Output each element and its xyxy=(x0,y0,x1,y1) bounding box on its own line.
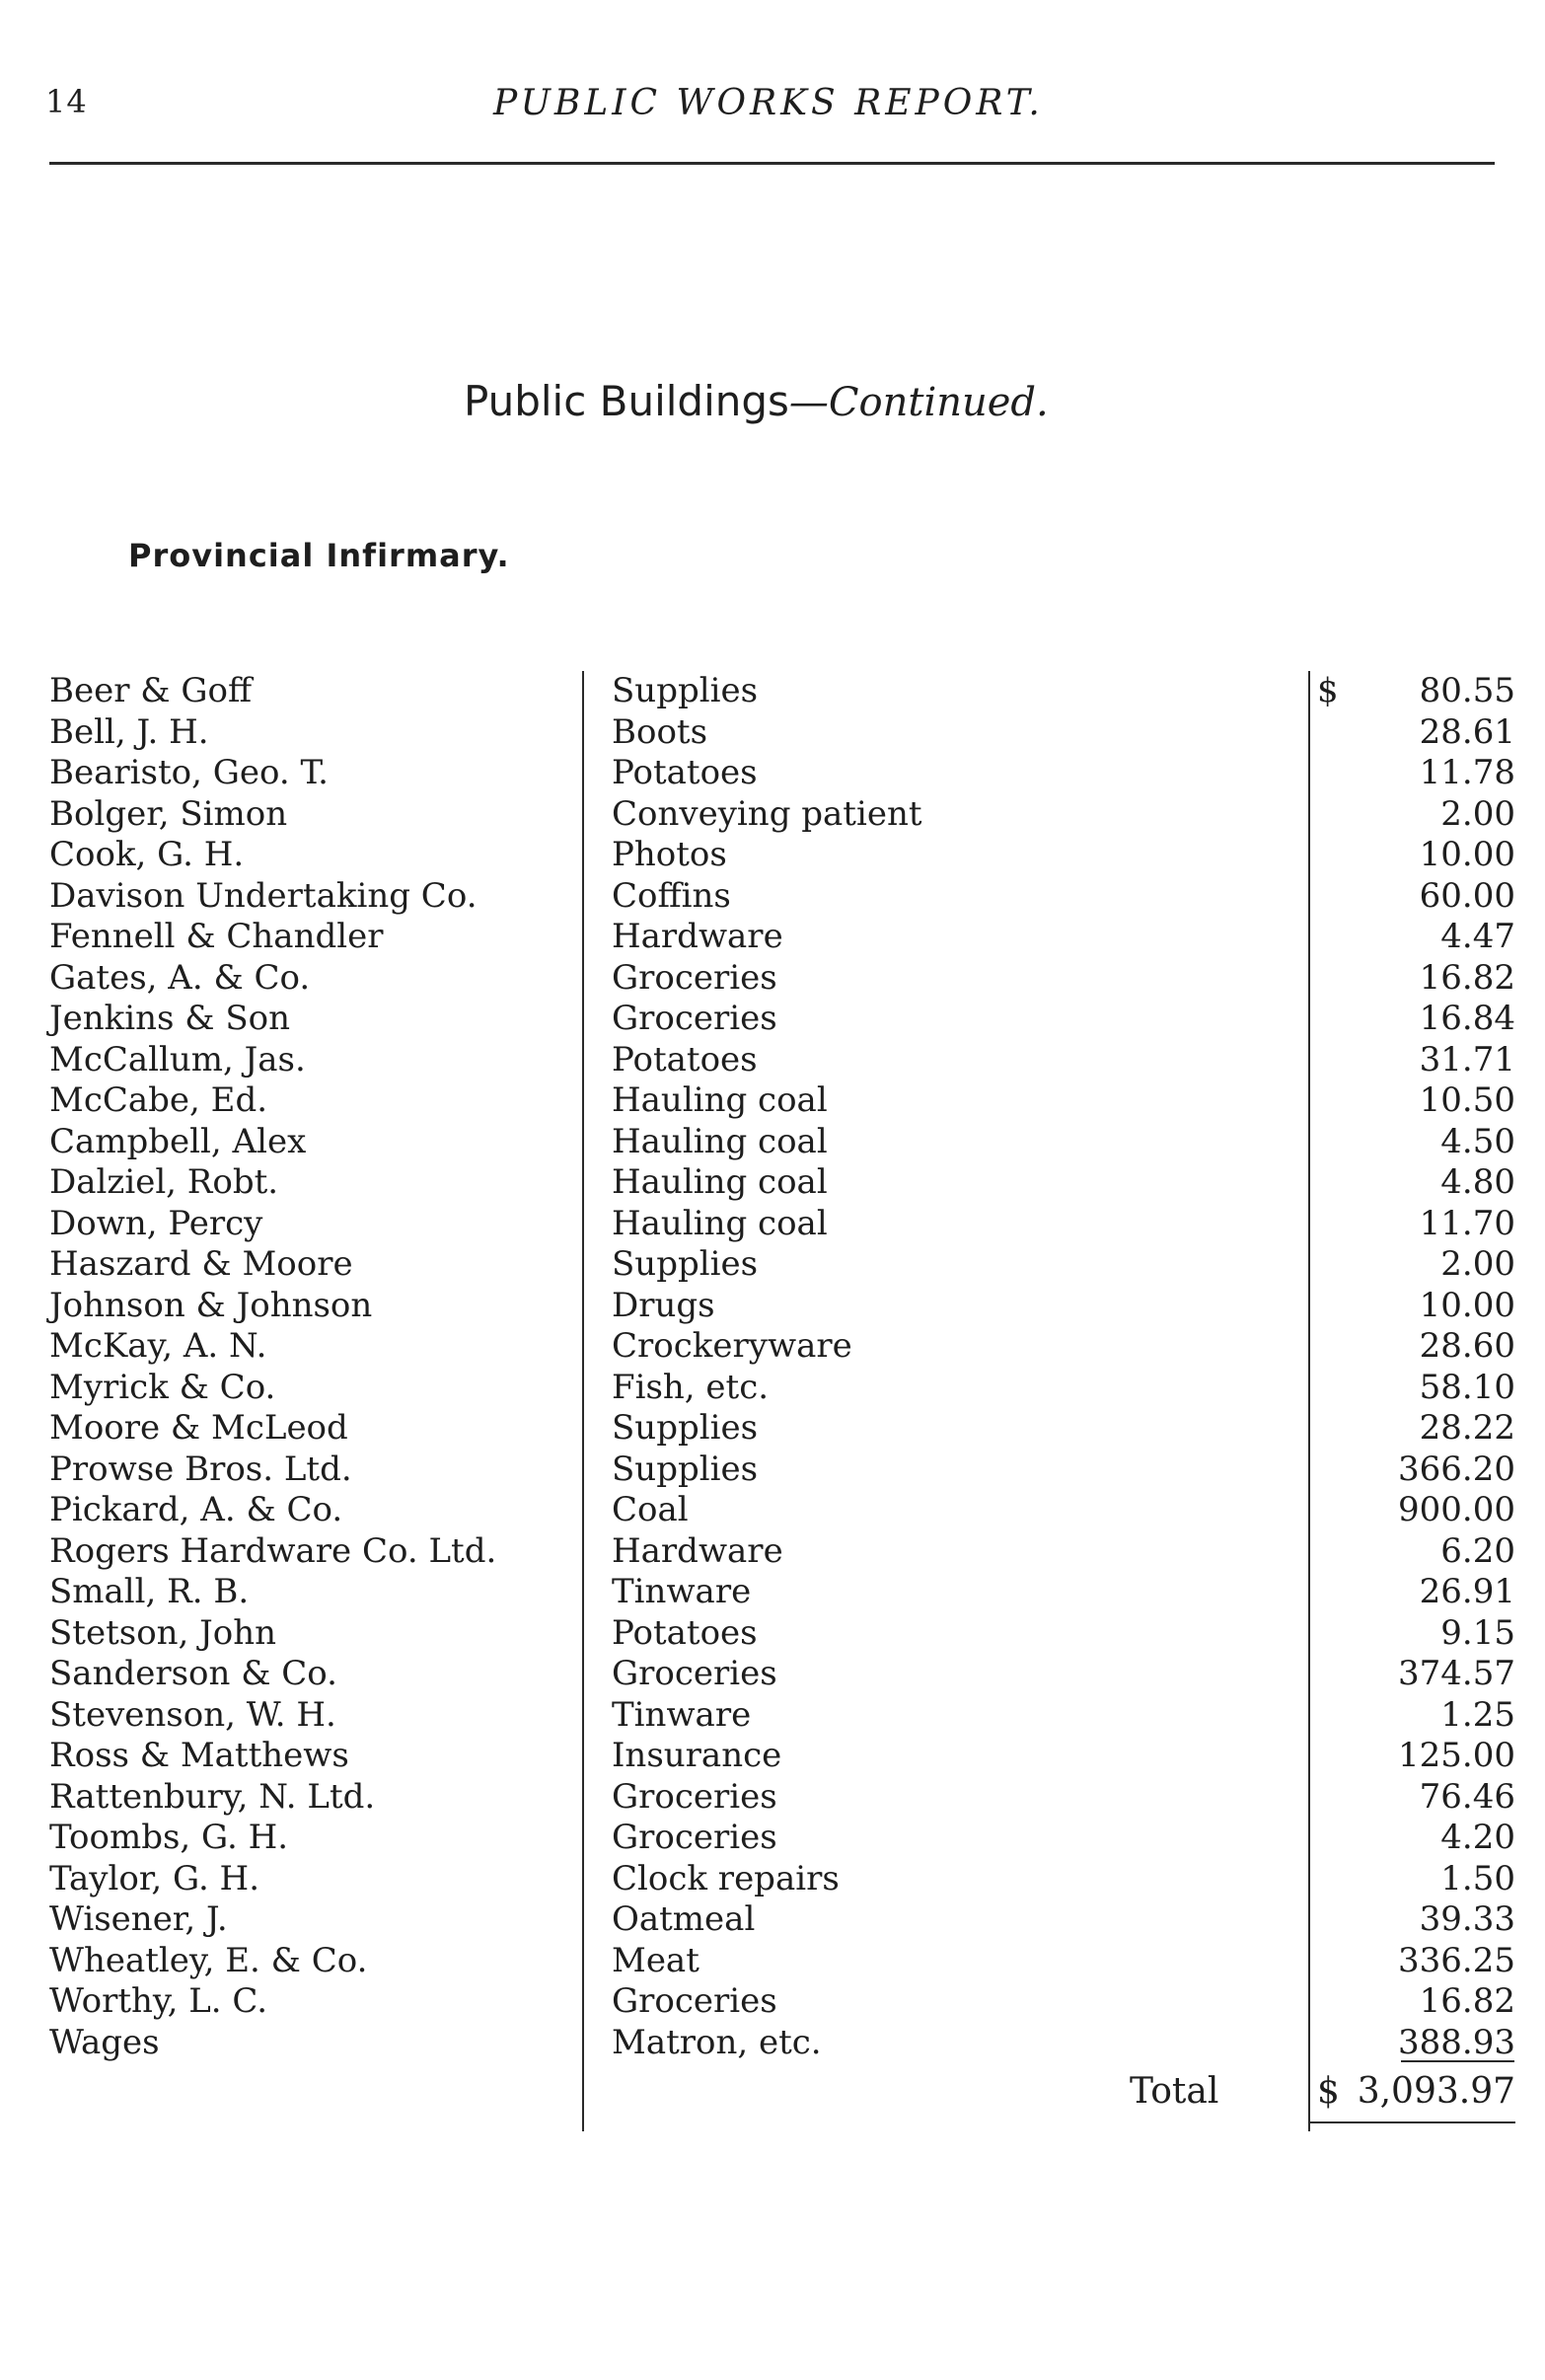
amount: 2.00 xyxy=(1440,1244,1515,1284)
table-row xyxy=(0,1818,1545,1859)
expense-item: Hauling coal xyxy=(612,1080,828,1120)
expense-item: Hardware xyxy=(612,917,783,956)
table-row xyxy=(0,1490,1545,1531)
table-row xyxy=(0,1777,1545,1819)
payee-name: Jenkins & Son xyxy=(49,999,291,1038)
expense-item: Drugs xyxy=(612,1285,715,1325)
expense-item: Tinware xyxy=(612,1694,752,1735)
amount: 125.00 xyxy=(1398,1736,1515,1775)
amount: 374.57 xyxy=(1398,1654,1515,1693)
amount: 10.00 xyxy=(1419,1285,1515,1325)
table-row xyxy=(0,1736,1545,1777)
table-row xyxy=(0,2023,1545,2064)
table-row xyxy=(0,1654,1545,1695)
table-row xyxy=(0,1981,1545,2023)
table-row xyxy=(0,1122,1545,1163)
amount: 388.93 xyxy=(1398,2022,1515,2062)
subsection-title: Provincial Infirmary. xyxy=(128,537,510,574)
table-row xyxy=(0,1040,1545,1081)
table-row xyxy=(0,1450,1545,1491)
table-row xyxy=(0,1531,1545,1573)
total-amount: 3,093.97 xyxy=(1357,2071,1515,2112)
total-row xyxy=(0,2067,1545,2117)
total-label: Total xyxy=(1130,2071,1219,2112)
expense-item: Groceries xyxy=(612,957,777,998)
payee-name: Wisener, J. xyxy=(49,1899,228,1939)
amount: 58.10 xyxy=(1419,1367,1515,1407)
sum-rule xyxy=(1401,2060,1514,2062)
payee-name: Bearisto, Geo. T. xyxy=(49,753,329,792)
expense-item: Groceries xyxy=(612,1818,777,1857)
payee-name: Prowse Bros. Ltd. xyxy=(49,1449,352,1489)
expense-item: Conveying patient xyxy=(612,793,922,834)
amount: 76.46 xyxy=(1419,1776,1515,1817)
amount: 1.25 xyxy=(1440,1694,1515,1735)
payee-name: Haszard & Moore xyxy=(49,1244,353,1284)
footer-rule xyxy=(1308,2121,1515,2123)
page-number: 14 xyxy=(45,83,88,120)
payee-name: McCabe, Ed. xyxy=(49,1080,268,1120)
table-row xyxy=(0,1941,1545,1982)
header-rule xyxy=(49,162,1495,165)
table-row xyxy=(0,917,1545,958)
payee-name: Rogers Hardware Co. Ltd. xyxy=(49,1530,497,1571)
amount: 4.47 xyxy=(1440,917,1515,956)
amount: 4.80 xyxy=(1440,1162,1515,1202)
expense-item: Hauling coal xyxy=(612,1162,828,1202)
ledger-table xyxy=(0,671,1545,2063)
expense-item: Matron, etc. xyxy=(612,2022,822,2062)
dollar-sign: $ xyxy=(1317,671,1339,710)
expense-item: Boots xyxy=(612,711,708,752)
amount: 16.82 xyxy=(1419,1981,1515,2021)
amount: 10.00 xyxy=(1419,835,1515,874)
amount: 6.20 xyxy=(1440,1530,1515,1571)
payee-name: Bell, J. H. xyxy=(49,711,209,752)
table-row xyxy=(0,1695,1545,1737)
amount: 10.50 xyxy=(1419,1080,1515,1120)
payee-name: Wheatley, E. & Co. xyxy=(49,1940,368,1980)
amount: 900.00 xyxy=(1398,1490,1515,1529)
table-row xyxy=(0,1408,1545,1450)
expense-item: Coffins xyxy=(612,875,731,916)
payee-name: Wages xyxy=(49,2022,160,2062)
amount: 16.84 xyxy=(1419,999,1515,1038)
payee-name: McKay, A. N. xyxy=(49,1326,267,1366)
payee-name: Toombs, G. H. xyxy=(49,1818,289,1857)
expense-item: Potatoes xyxy=(612,1039,758,1079)
expense-item: Crockeryware xyxy=(612,1326,852,1366)
table-row xyxy=(0,671,1545,712)
amount: 2.00 xyxy=(1440,793,1515,834)
amount: 80.55 xyxy=(1419,671,1515,710)
amount: 11.78 xyxy=(1419,753,1515,792)
expense-item: Groceries xyxy=(612,999,777,1038)
amount: 28.22 xyxy=(1419,1408,1515,1448)
amount: 1.50 xyxy=(1440,1858,1515,1898)
table-row xyxy=(0,1326,1545,1368)
expense-item: Meat xyxy=(612,1940,699,1980)
amount: 4.50 xyxy=(1440,1121,1515,1161)
payee-name: Beer & Goff xyxy=(49,671,253,710)
table-row xyxy=(0,958,1545,1000)
expense-item: Fish, etc. xyxy=(612,1367,770,1407)
table-row xyxy=(0,1859,1545,1900)
payee-name: Ross & Matthews xyxy=(49,1736,349,1775)
amount: 9.15 xyxy=(1440,1612,1515,1653)
section-title xyxy=(464,377,1049,425)
payee-name: Johnson & Johnson xyxy=(49,1285,373,1325)
expense-item: Potatoes xyxy=(612,753,758,792)
table-row xyxy=(0,1080,1545,1122)
amount: 28.60 xyxy=(1419,1326,1515,1366)
table-row xyxy=(0,1204,1545,1245)
table-row xyxy=(0,1613,1545,1655)
table-row xyxy=(0,753,1545,794)
expense-item: Hauling coal xyxy=(612,1121,828,1161)
payee-name: Taylor, G. H. xyxy=(49,1858,260,1898)
payee-name: Myrick & Co. xyxy=(49,1367,276,1407)
amount: 26.91 xyxy=(1419,1572,1515,1611)
expense-item: Supplies xyxy=(612,1449,759,1489)
payee-name: Fennell & Chandler xyxy=(49,917,384,956)
table-row xyxy=(0,999,1545,1040)
table-row xyxy=(0,1162,1545,1204)
amount: 16.82 xyxy=(1419,957,1515,998)
expense-item: Coal xyxy=(612,1490,689,1529)
payee-name: Rattenbury, N. Ltd. xyxy=(49,1776,376,1817)
payee-name: McCallum, Jas. xyxy=(49,1039,306,1079)
section-title-text: Public Buildings xyxy=(464,377,789,425)
table-row xyxy=(0,1572,1545,1613)
payee-name: Moore & McLeod xyxy=(49,1408,348,1448)
expense-item: Supplies xyxy=(612,1408,759,1448)
payee-name: Small, R. B. xyxy=(49,1572,250,1611)
expense-item: Tinware xyxy=(612,1572,752,1611)
expense-item: Oatmeal xyxy=(612,1899,756,1939)
expense-item: Supplies xyxy=(612,671,759,710)
payee-name: Stetson, John xyxy=(49,1612,277,1653)
payee-name: Cook, G. H. xyxy=(49,835,245,874)
table-row xyxy=(0,712,1545,754)
amount: 336.25 xyxy=(1398,1940,1515,1980)
table-row xyxy=(0,1244,1545,1286)
expense-item: Photos xyxy=(612,835,727,874)
payee-name: Stevenson, W. H. xyxy=(49,1694,336,1735)
amount: 28.61 xyxy=(1419,711,1515,752)
section-continued: —Continued. xyxy=(788,380,1049,425)
payee-name: Worthy, L. C. xyxy=(49,1981,268,2021)
payee-name: Down, Percy xyxy=(49,1203,263,1243)
table-row xyxy=(0,876,1545,918)
running-title: PUBLIC WORKS REPORT. xyxy=(493,83,1044,123)
payee-name: Pickard, A. & Co. xyxy=(49,1490,343,1529)
expense-item: Clock repairs xyxy=(612,1858,840,1898)
payee-name: Davison Undertaking Co. xyxy=(49,875,478,916)
amount: 366.20 xyxy=(1398,1449,1515,1489)
payee-name: Bolger, Simon xyxy=(49,793,288,834)
amount: 11.70 xyxy=(1419,1203,1515,1243)
payee-name: Sanderson & Co. xyxy=(49,1654,337,1693)
amount: 31.71 xyxy=(1419,1039,1515,1079)
table-row xyxy=(0,1286,1545,1327)
payee-name: Campbell, Alex xyxy=(49,1121,307,1161)
expense-item: Groceries xyxy=(612,1776,777,1817)
expense-item: Hardware xyxy=(612,1530,783,1571)
payee-name: Gates, A. & Co. xyxy=(49,957,311,998)
amount: 39.33 xyxy=(1419,1899,1515,1939)
payee-name: Dalziel, Robt. xyxy=(49,1162,279,1202)
amount: 60.00 xyxy=(1419,875,1515,916)
table-row xyxy=(0,1899,1545,1941)
expense-item: Insurance xyxy=(612,1736,782,1775)
expense-item: Hauling coal xyxy=(612,1203,828,1243)
table-row xyxy=(0,1368,1545,1409)
expense-item: Groceries xyxy=(612,1981,777,2021)
table-row xyxy=(0,794,1545,836)
expense-item: Groceries xyxy=(612,1654,777,1693)
expense-item: Supplies xyxy=(612,1244,759,1284)
table-row xyxy=(0,835,1545,876)
total-dollar-sign: $ xyxy=(1317,2071,1340,2112)
expense-item: Potatoes xyxy=(612,1612,758,1653)
amount: 4.20 xyxy=(1440,1818,1515,1857)
